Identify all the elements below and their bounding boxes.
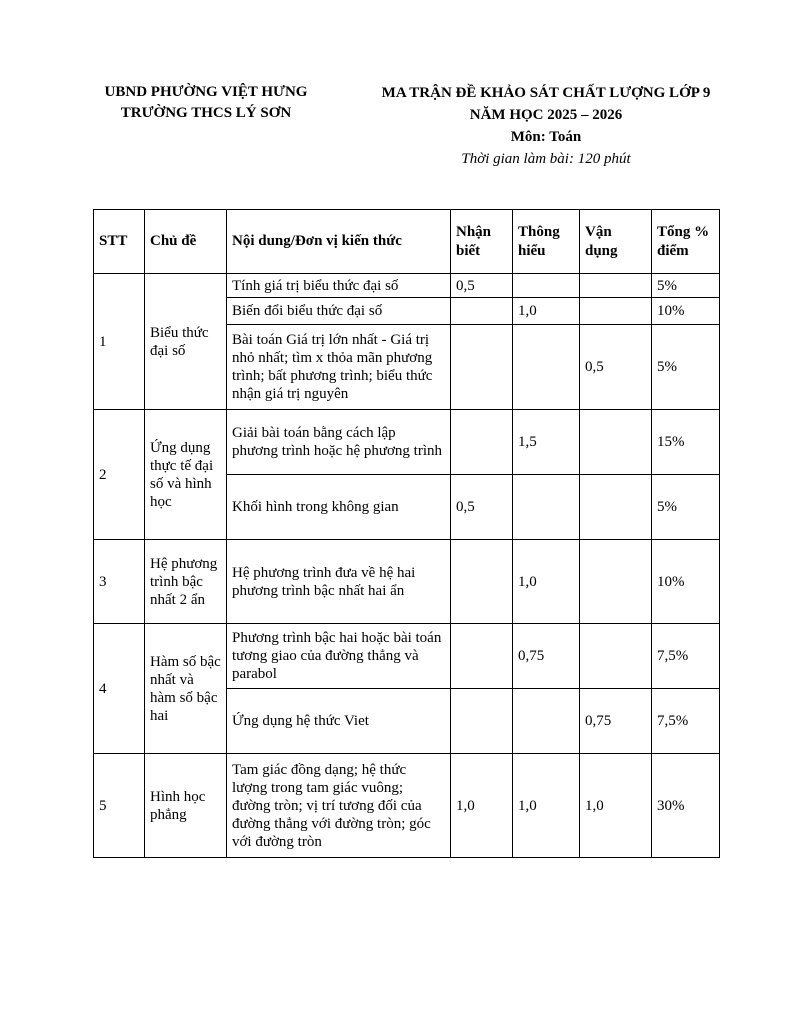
cell-topic: Biểu thức đại số: [145, 274, 227, 410]
school-name: TRƯỜNG THCS LÝ SƠN: [120, 105, 292, 121]
table-body: [94, 274, 720, 858]
exam-duration: Thời gian làm bài: 120 phút: [461, 151, 631, 167]
cell-total: 10%: [652, 540, 720, 624]
cell-total: 15%: [652, 410, 720, 475]
header-total: Tổng % điểm: [652, 210, 720, 274]
school-year: NĂM HỌC 2025 – 2026: [469, 107, 623, 123]
header-apply: Vận dụng: [580, 210, 652, 274]
header-understand: Thông hiểu: [513, 210, 580, 274]
cell-recognize: [451, 298, 513, 325]
header-content: Nội dung/Đơn vị kiến thức: [227, 210, 451, 274]
cell-content: Tam giác đồng dạng; hệ thức lượng trong tam giác vuông; đường tròn; vị trí tương đối của đường thẳng với đường tròn; góc với đường tròn: [227, 754, 451, 858]
cell-total: 30%: [652, 754, 720, 858]
cell-total: 5%: [652, 274, 720, 298]
cell-recognize: [451, 624, 513, 689]
cell-total: 10%: [652, 298, 720, 325]
cell-topic: Ứng dụng thực tế đại số và hình học: [145, 410, 227, 540]
cell-stt: 5: [94, 754, 145, 858]
cell-apply: [580, 624, 652, 689]
cell-understand: 0,75: [513, 624, 580, 689]
cell-understand: 1,0: [513, 754, 580, 858]
cell-apply: [580, 475, 652, 540]
document-title: MA TRẬN ĐỀ KHẢO SÁT CHẤT LƯỢNG LỚP 9: [381, 85, 711, 101]
cell-apply: [580, 410, 652, 475]
cell-apply: [580, 298, 652, 325]
school-header: [78, 82, 334, 124]
cell-total: 5%: [652, 325, 720, 410]
cell-content: Tính giá trị biểu thức đại số: [227, 274, 451, 298]
cell-topic: Hình học phẳng: [145, 754, 227, 858]
cell-apply: [580, 274, 652, 298]
cell-apply: 0,75: [580, 689, 652, 754]
cell-content: Giải bài toán bằng cách lập phương trình hoặc hệ phương trình: [227, 410, 451, 475]
cell-topic: Hàm số bậc nhất và hàm số bậc hai: [145, 624, 227, 754]
cell-total: 7,5%: [652, 689, 720, 754]
cell-recognize: 1,0: [451, 754, 513, 858]
cell-understand: 1,0: [513, 298, 580, 325]
cell-stt: 1: [94, 274, 145, 410]
table-row: [94, 274, 720, 298]
cell-recognize: [451, 689, 513, 754]
cell-stt: 3: [94, 540, 145, 624]
cell-understand: [513, 689, 580, 754]
cell-apply: 1,0: [580, 754, 652, 858]
cell-apply: 0,5: [580, 325, 652, 410]
cell-understand: 1,5: [513, 410, 580, 475]
cell-understand: [513, 475, 580, 540]
cell-topic: Hệ phương trình bậc nhất 2 ẩn: [145, 540, 227, 624]
cell-recognize: [451, 410, 513, 475]
header-stt: STT: [94, 210, 145, 274]
ward-name: UBND PHƯỜNG VIỆT HƯNG: [104, 84, 308, 100]
cell-recognize: 0,5: [451, 475, 513, 540]
cell-total: 5%: [652, 475, 720, 540]
cell-recognize: [451, 540, 513, 624]
table-header-row: [94, 210, 720, 274]
cell-content: Phương trình bậc hai hoặc bài toán tương giao của đường thẳng và parabol: [227, 624, 451, 689]
exam-matrix-table: [93, 209, 720, 858]
cell-recognize: 0,5: [451, 274, 513, 298]
table-row: [94, 540, 720, 624]
document-header: [352, 82, 740, 170]
subject: Môn: Toán: [510, 129, 582, 145]
cell-content: Biến đổi biểu thức đại số: [227, 298, 451, 325]
table-row: [94, 624, 720, 689]
cell-understand: [513, 325, 580, 410]
header-recognize: Nhận biết: [451, 210, 513, 274]
cell-content: Bài toán Giá trị lớn nhất - Giá trị nhỏ nhất; tìm x thỏa mãn phương trình; bất phương trình; biểu thức nhận giá trị nguyên: [227, 325, 451, 410]
cell-content: Hệ phương trình đưa về hệ hai phương trình bậc nhất hai ẩn: [227, 540, 451, 624]
header-topic: Chủ đề: [145, 210, 227, 274]
cell-apply: [580, 540, 652, 624]
cell-content: Khối hình trong không gian: [227, 475, 451, 540]
cell-stt: 4: [94, 624, 145, 754]
cell-total: 7,5%: [652, 624, 720, 689]
table-row: [94, 410, 720, 475]
cell-understand: [513, 274, 580, 298]
cell-stt: 2: [94, 410, 145, 540]
table-row: [94, 754, 720, 858]
cell-understand: 1,0: [513, 540, 580, 624]
cell-recognize: [451, 325, 513, 410]
cell-content: Ứng dụng hệ thức Viet: [227, 689, 451, 754]
